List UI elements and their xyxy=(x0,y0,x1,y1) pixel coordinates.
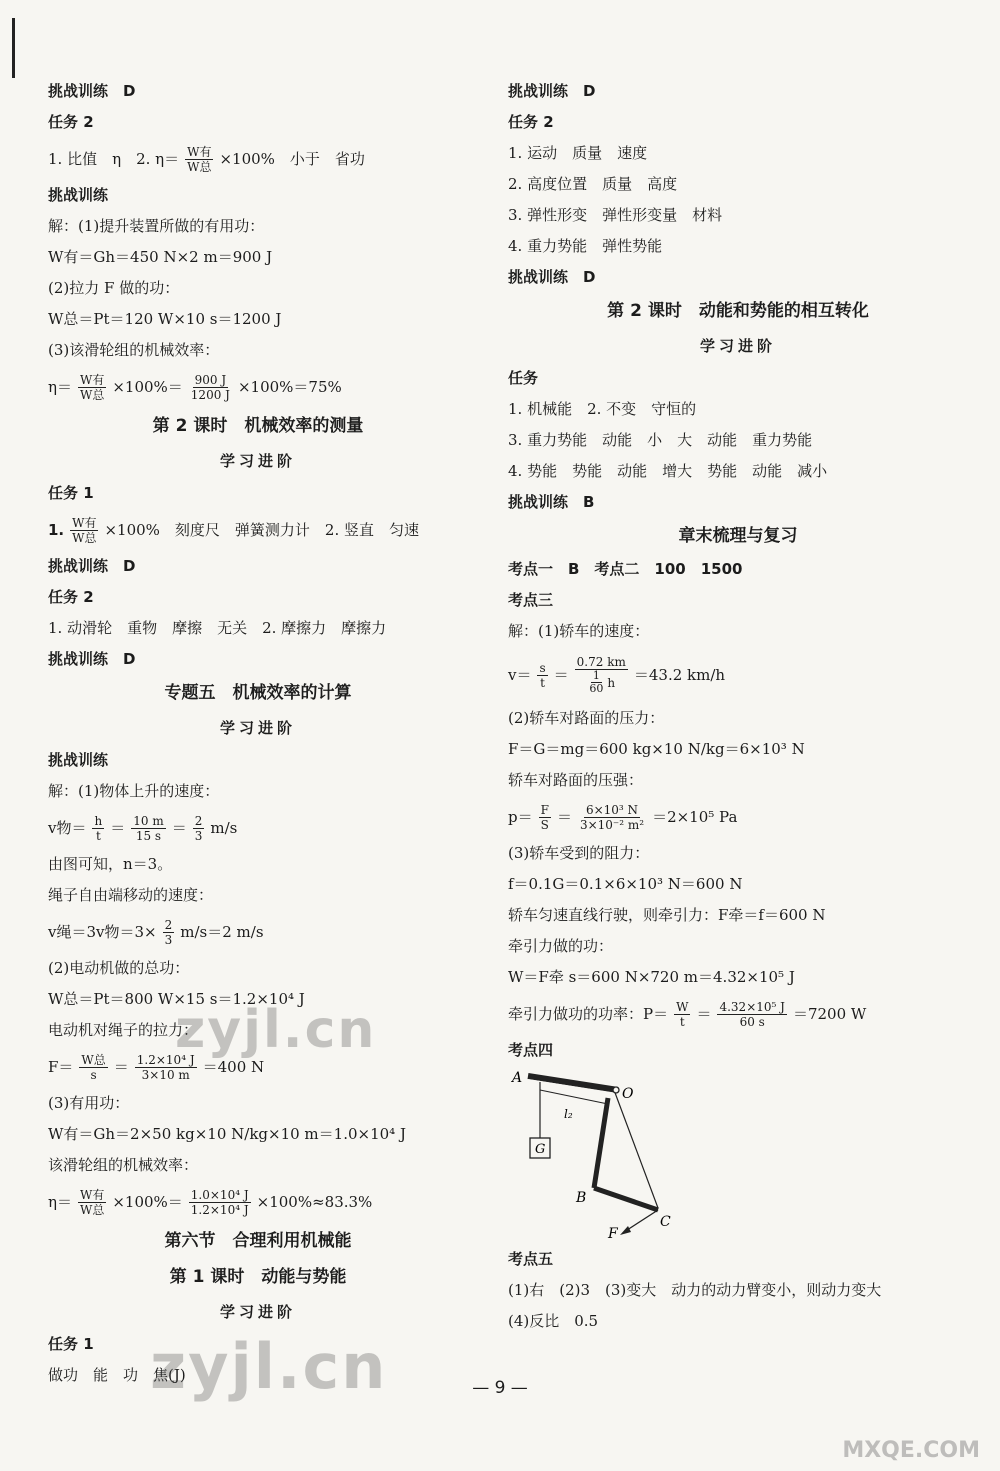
text-line: 1. 运动 质量 速度 xyxy=(508,144,648,162)
label-b: B xyxy=(576,1190,587,1206)
task-heading: 任务 1 xyxy=(48,1335,94,1353)
text-line: W有＝Gh＝2×50 kg×10 N/kg×10 m＝1.0×10⁴ J xyxy=(48,1125,406,1143)
text-line: 挑战训练 D xyxy=(508,82,596,100)
task-heading: 任务 2 xyxy=(48,113,94,131)
section-heading: 章末梳理与复习 xyxy=(678,526,798,546)
task-heading: 任务 2 xyxy=(508,113,554,131)
formula: 1. $\frac{\text{W有}}{\text{W总}}$ ×100% 刻度尺 弹簧测力计 2. 竖直 匀速 xyxy=(48,515,420,545)
text-line: 做功 能 功 焦(J) xyxy=(48,1366,186,1384)
text-line: (2)拉力 F 做的功： xyxy=(48,279,180,297)
subsection-heading: 学习进阶 xyxy=(219,719,296,737)
text-line: F＝G＝mg＝600 kg×10 N/kg＝6×10³ N xyxy=(508,740,805,758)
text-line: 电动机对绳子的拉力： xyxy=(48,1021,199,1039)
text-line: 绳子自由端移动的速度： xyxy=(48,886,214,904)
formula: v物＝ $\frac{h}{t}$ ＝ $\frac{10 m}{15 s}$ ＝ $\frac{2}{3}$ m/s xyxy=(48,813,238,843)
text-line: 考点一 B 考点二 100 1500 xyxy=(508,560,743,578)
text-line: 1. 动滑轮 重物 摩擦 无关 2. 摩擦力 摩擦力 xyxy=(48,619,387,637)
text-line: 牵引力做的功： xyxy=(508,937,614,955)
task-heading: 考点四 xyxy=(508,1041,554,1059)
text-line: 2. 高度位置 质量 高度 xyxy=(508,175,678,193)
task-heading: 考点三 xyxy=(508,591,554,609)
line-oc xyxy=(614,1090,658,1208)
formula: η＝ $\frac{\text{W有}}{\text{W总}}$ ×100%＝ $\frac{\text{1.0×10⁴ J}}{\text{1.2×10⁴ J}}$ ×100%≈83.3% xyxy=(48,1187,373,1217)
formula: v＝ $\frac{s}{t}$ ＝ 0.72 km $\frac{1}{60}$ h ＝43.2 km/h xyxy=(508,655,726,695)
text-line: W总＝Pt＝800 W×15 s＝1.2×10⁴ J xyxy=(48,990,305,1008)
text-line: (3)轿车受到的阻力： xyxy=(508,844,650,862)
rod-bc xyxy=(594,1188,658,1210)
task-heading: 考点五 xyxy=(508,1250,554,1268)
text-line: 挑战训练 D xyxy=(48,82,136,100)
text-line: 1. 机械能 2. 不变 守恒的 xyxy=(508,400,697,418)
task-heading: 任务 xyxy=(508,369,539,387)
text-line: W＝F牵 s＝600 N×720 m＝4.32×10⁵ J xyxy=(508,968,795,986)
text-line: 3. 弹性形变 弹性形变量 材料 xyxy=(508,206,723,224)
subsection-heading: 学习进阶 xyxy=(699,337,776,355)
watermark-corner: MXQE.COM xyxy=(842,1438,980,1463)
text-line: 挑战训练 D xyxy=(508,268,596,286)
formula: η＝ $\frac{\text{W有}}{\text{W总}}$ ×100%＝ $\frac{900 J}{1200 J}$ ×100%＝75% xyxy=(48,372,342,402)
page-number: — 9 — xyxy=(472,1378,528,1398)
text-line: 解：(1)提升装置所做的有用功： xyxy=(48,217,265,235)
formula: v绳＝3v物＝3× $\frac{2}{3}$ m/s＝2 m/s xyxy=(48,917,264,947)
label-a: A xyxy=(512,1070,523,1086)
label-f: F xyxy=(608,1226,618,1240)
text-line: 挑战训练 xyxy=(48,186,109,204)
right-column xyxy=(508,76,968,1337)
text-line: 挑战训练 D xyxy=(48,557,136,575)
subsection-heading: 学习进阶 xyxy=(219,452,296,470)
text-line: 轿车对路面的压强： xyxy=(508,771,644,789)
text-line: 3. 重力势能 动能 小 大 动能 重力势能 xyxy=(508,431,813,449)
text-line: (1)右 (2)3 (3)变大 动力的动力臂变小，则动力变大 xyxy=(508,1281,882,1299)
section-heading: 第 1 课时 动能与势能 xyxy=(169,1267,347,1287)
text-line: (3)有用功： xyxy=(48,1094,130,1112)
text-line: 轿车匀速直线行驶，则牵引力：F牵＝f＝600 N xyxy=(508,906,826,924)
text-line: 解：(1)轿车的速度： xyxy=(508,622,650,640)
text-line: (2)电动机做的总功： xyxy=(48,959,190,977)
fraction: $\frac{\text{W有}}{\text{W总}}$ xyxy=(187,144,212,174)
section-heading: 第六节 合理利用机械能 xyxy=(164,1231,352,1251)
section-heading: 第 2 课时 动能和势能的相互转化 xyxy=(607,301,869,321)
text-line: 4. 势能 势能 动能 增大 势能 动能 减小 xyxy=(508,462,828,480)
formula: 1. 比值 η 2. η＝ $\frac{\text{W有}}{\text{W总}}$ ×100% 小于 省功 xyxy=(48,144,365,174)
text-line: W总＝Pt＝120 W×10 s＝1200 J xyxy=(48,310,282,328)
text-line: (4)反比 0.5 xyxy=(508,1312,599,1330)
text-line: 挑战训练 B xyxy=(508,493,595,511)
label-c: C xyxy=(660,1214,671,1230)
label-g: G xyxy=(535,1142,546,1157)
lever-diagram xyxy=(508,1070,708,1240)
watermark: zyjl.cn xyxy=(175,1000,377,1060)
text-line: f＝0.1G＝0.1×6×10³ N＝600 N xyxy=(508,875,743,893)
label-l2: l₂ xyxy=(564,1107,573,1121)
text-line: 挑战训练 xyxy=(48,751,109,769)
section-heading: 第 2 课时 机械效率的测量 xyxy=(152,416,364,436)
edge-line xyxy=(12,18,15,78)
rod-ob xyxy=(594,1098,608,1188)
label-o: O xyxy=(622,1086,634,1102)
section-heading: 专题五 机械效率的计算 xyxy=(164,683,352,703)
watermark: zyjl.cn xyxy=(150,1330,388,1403)
subsection-heading: 学习进阶 xyxy=(219,1303,296,1321)
text-line: W有＝Gh＝450 N×2 m＝900 J xyxy=(48,248,273,266)
task-heading: 任务 1 xyxy=(48,484,94,502)
pivot-o xyxy=(613,1087,619,1093)
text-line: 由图可知，n＝3。 xyxy=(48,855,173,873)
text-line: 该滑轮组的机械效率： xyxy=(48,1156,199,1174)
text-line: (2)轿车对路面的压力： xyxy=(508,709,665,727)
formula: F＝ $\frac{\text{W总}}{s}$ ＝ $\frac{\text{1.2×10⁴ J}}{3\times 10 m}$ ＝400 N xyxy=(48,1052,265,1082)
text-line: 4. 重力势能 弹性势能 xyxy=(508,237,663,255)
formula: 牵引力做功的功率：P＝ $\frac{W}{t}$ ＝ $\frac{\text{4.32×10⁵ J}}{60 s}$ ＝7200 W xyxy=(508,999,867,1029)
formula: p＝ $\frac{F}{S}$ ＝ $\frac{\text{6×10³ N}}{\text{3×10⁻² m²}}$ ＝2×10⁵ Pa xyxy=(508,802,738,832)
text-line: 挑战训练 D xyxy=(48,650,136,668)
task-heading: 任务 2 xyxy=(48,588,94,606)
text-line: 解：(1)物体上升的速度： xyxy=(48,782,220,800)
text-line: (3)该滑轮组的机械效率： xyxy=(48,341,220,359)
left-column xyxy=(48,76,468,1391)
